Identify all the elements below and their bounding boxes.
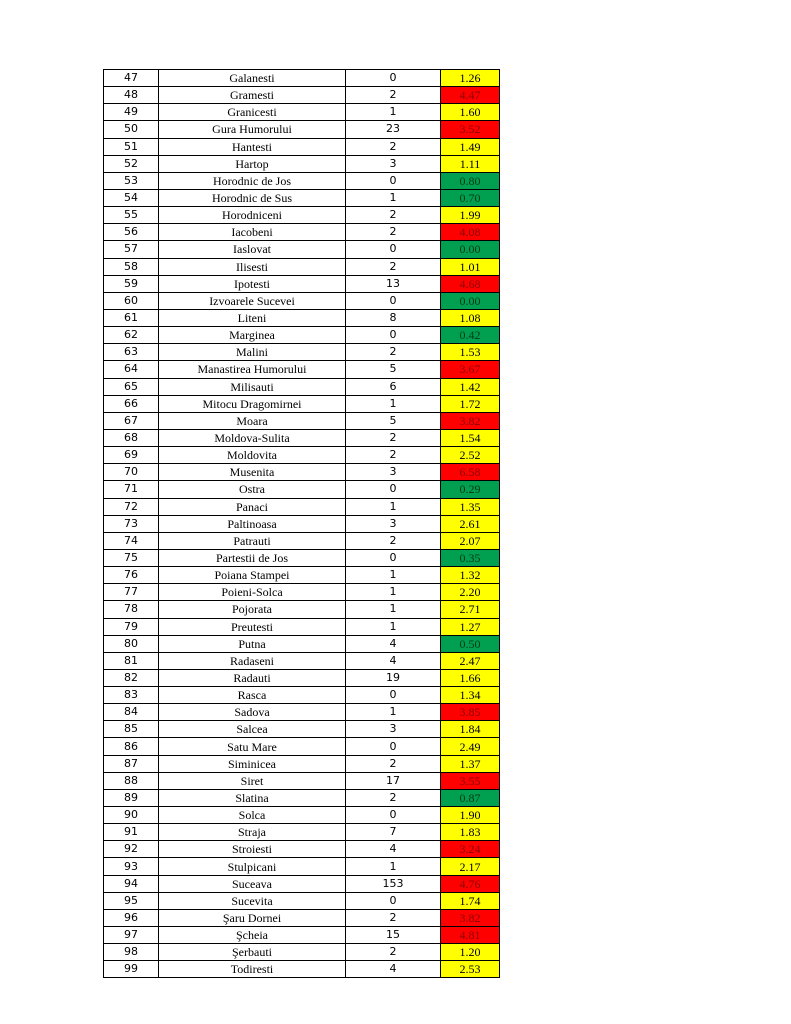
row-number-cell: 72	[104, 498, 159, 515]
locality-name-cell: Sadova	[159, 704, 346, 721]
table-row	[104, 618, 500, 635]
locality-name-cell: Patrauti	[159, 532, 346, 549]
rate-cell: 0.35	[441, 549, 500, 566]
locality-name-cell: Suceava	[159, 875, 346, 892]
locality-name-cell: Sucevita	[159, 892, 346, 909]
table-row	[104, 138, 500, 155]
table-row	[104, 635, 500, 652]
table-row	[104, 704, 500, 721]
case-count-cell: 3	[346, 155, 441, 172]
row-number-cell: 55	[104, 207, 159, 224]
row-number-cell: 59	[104, 275, 159, 292]
locality-name-cell: Siret	[159, 772, 346, 789]
row-number-cell: 48	[104, 87, 159, 104]
case-count-cell: 1	[346, 584, 441, 601]
rate-cell: 3.55	[441, 772, 500, 789]
row-number-cell: 86	[104, 738, 159, 755]
row-number-cell: 81	[104, 652, 159, 669]
case-count-cell: 0	[346, 241, 441, 258]
locality-name-cell: Radauti	[159, 669, 346, 686]
table-row	[104, 344, 500, 361]
locality-name-cell: Salcea	[159, 721, 346, 738]
row-number-cell: 68	[104, 429, 159, 446]
row-number-cell: 49	[104, 104, 159, 121]
table-row	[104, 464, 500, 481]
locality-name-cell: Horodnic de Jos	[159, 172, 346, 189]
rate-cell: 0.00	[441, 292, 500, 309]
case-count-cell: 2	[346, 447, 441, 464]
rate-cell: 2.53	[441, 961, 500, 978]
locality-name-cell: Todiresti	[159, 961, 346, 978]
rate-cell: 1.53	[441, 344, 500, 361]
table-row	[104, 241, 500, 258]
case-count-cell: 2	[346, 909, 441, 926]
locality-name-cell: Galanesti	[159, 70, 346, 87]
row-number-cell: 52	[104, 155, 159, 172]
locality-name-cell: Putna	[159, 635, 346, 652]
case-count-cell: 1	[346, 498, 441, 515]
case-count-cell: 0	[346, 687, 441, 704]
rate-cell: 1.49	[441, 138, 500, 155]
rate-cell: 1.74	[441, 892, 500, 909]
row-number-cell: 77	[104, 584, 159, 601]
rate-cell: 1.72	[441, 395, 500, 412]
rate-cell: 4.47	[441, 87, 500, 104]
rate-cell: 2.71	[441, 601, 500, 618]
row-number-cell: 91	[104, 824, 159, 841]
table-row	[104, 858, 500, 875]
row-number-cell: 88	[104, 772, 159, 789]
locality-name-cell: Stroiesti	[159, 841, 346, 858]
rate-cell: 4.81	[441, 927, 500, 944]
row-number-cell: 65	[104, 378, 159, 395]
locality-name-cell: Moldova-Sulita	[159, 429, 346, 446]
row-number-cell: 80	[104, 635, 159, 652]
table-row	[104, 87, 500, 104]
row-number-cell: 51	[104, 138, 159, 155]
rate-cell: 4.08	[441, 224, 500, 241]
case-count-cell: 0	[346, 292, 441, 309]
row-number-cell: 79	[104, 618, 159, 635]
row-number-cell: 67	[104, 412, 159, 429]
case-count-cell: 0	[346, 327, 441, 344]
table-row	[104, 807, 500, 824]
case-count-cell: 3	[346, 464, 441, 481]
locality-name-cell: Rasca	[159, 687, 346, 704]
table-row	[104, 567, 500, 584]
rate-cell: 2.52	[441, 447, 500, 464]
row-number-cell: 70	[104, 464, 159, 481]
rate-cell: 1.66	[441, 669, 500, 686]
row-number-cell: 83	[104, 687, 159, 704]
locality-name-cell: Şerbauti	[159, 944, 346, 961]
table-row	[104, 121, 500, 138]
row-number-cell: 56	[104, 224, 159, 241]
case-count-cell: 2	[346, 344, 441, 361]
case-count-cell: 0	[346, 172, 441, 189]
locality-name-cell: Manastirea Humorului	[159, 361, 346, 378]
table-row	[104, 687, 500, 704]
case-count-cell: 1	[346, 104, 441, 121]
case-count-cell: 4	[346, 841, 441, 858]
locality-name-cell: Siminicea	[159, 755, 346, 772]
row-number-cell: 47	[104, 70, 159, 87]
case-count-cell: 2	[346, 429, 441, 446]
rate-cell: 3.82	[441, 412, 500, 429]
locality-name-cell: Musenita	[159, 464, 346, 481]
table-row	[104, 361, 500, 378]
locality-name-cell: Mitocu Dragomirnei	[159, 395, 346, 412]
table-row	[104, 275, 500, 292]
case-count-cell: 2	[346, 138, 441, 155]
table-row	[104, 789, 500, 806]
row-number-cell: 69	[104, 447, 159, 464]
locality-name-cell: Panaci	[159, 498, 346, 515]
locality-name-cell: Solca	[159, 807, 346, 824]
row-number-cell: 95	[104, 892, 159, 909]
case-count-cell: 0	[346, 549, 441, 566]
case-count-cell: 2	[346, 755, 441, 772]
rate-cell: 1.84	[441, 721, 500, 738]
locality-name-cell: Gramesti	[159, 87, 346, 104]
row-number-cell: 94	[104, 875, 159, 892]
rate-cell: 1.37	[441, 755, 500, 772]
row-number-cell: 60	[104, 292, 159, 309]
table-row	[104, 669, 500, 686]
table-row	[104, 738, 500, 755]
table-row	[104, 327, 500, 344]
case-count-cell: 1	[346, 567, 441, 584]
row-number-cell: 75	[104, 549, 159, 566]
rate-cell: 0.29	[441, 481, 500, 498]
case-count-cell: 0	[346, 738, 441, 755]
case-count-cell: 1	[346, 601, 441, 618]
row-number-cell: 93	[104, 858, 159, 875]
row-number-cell: 97	[104, 927, 159, 944]
row-number-cell: 84	[104, 704, 159, 721]
row-number-cell: 54	[104, 189, 159, 206]
row-number-cell: 53	[104, 172, 159, 189]
case-count-cell: 2	[346, 944, 441, 961]
row-number-cell: 61	[104, 309, 159, 326]
case-count-cell: 1	[346, 704, 441, 721]
row-number-cell: 85	[104, 721, 159, 738]
rate-cell: 1.32	[441, 567, 500, 584]
row-number-cell: 98	[104, 944, 159, 961]
row-number-cell: 76	[104, 567, 159, 584]
case-count-cell: 2	[346, 532, 441, 549]
case-count-cell: 2	[346, 87, 441, 104]
table-row	[104, 395, 500, 412]
table-row	[104, 429, 500, 446]
case-count-cell: 8	[346, 309, 441, 326]
table-row	[104, 498, 500, 515]
table-row	[104, 532, 500, 549]
case-count-cell: 4	[346, 652, 441, 669]
locality-name-cell: Granicesti	[159, 104, 346, 121]
case-count-cell: 1	[346, 858, 441, 875]
table-row	[104, 189, 500, 206]
case-count-cell: 0	[346, 892, 441, 909]
row-number-cell: 66	[104, 395, 159, 412]
table-row	[104, 549, 500, 566]
locality-name-cell: Ipotesti	[159, 275, 346, 292]
case-count-cell: 13	[346, 275, 441, 292]
row-number-cell: 63	[104, 344, 159, 361]
table-row	[104, 104, 500, 121]
table-row	[104, 70, 500, 87]
locality-name-cell: Horodniceni	[159, 207, 346, 224]
locality-name-cell: Iaslovat	[159, 241, 346, 258]
table-row	[104, 652, 500, 669]
rate-cell: 1.08	[441, 309, 500, 326]
table-row	[104, 258, 500, 275]
table-row	[104, 961, 500, 978]
rate-cell: 2.49	[441, 738, 500, 755]
rate-cell: 2.17	[441, 858, 500, 875]
row-number-cell: 73	[104, 515, 159, 532]
case-count-cell: 1	[346, 395, 441, 412]
case-count-cell: 0	[346, 481, 441, 498]
row-number-cell: 90	[104, 807, 159, 824]
locality-name-cell: Slatina	[159, 789, 346, 806]
locality-name-cell: Şaru Dornei	[159, 909, 346, 926]
table-row	[104, 309, 500, 326]
table-row	[104, 824, 500, 841]
case-count-cell: 3	[346, 515, 441, 532]
locality-name-cell: Gura Humorului	[159, 121, 346, 138]
row-number-cell: 92	[104, 841, 159, 858]
locality-name-cell: Radaseni	[159, 652, 346, 669]
rate-cell: 3.24	[441, 841, 500, 858]
rate-cell: 0.42	[441, 327, 500, 344]
case-count-cell: 2	[346, 258, 441, 275]
rate-cell: 1.26	[441, 70, 500, 87]
rate-cell: 6.58	[441, 464, 500, 481]
table-row	[104, 944, 500, 961]
table-row	[104, 155, 500, 172]
rate-cell: 1.54	[441, 429, 500, 446]
locality-name-cell: Ostra	[159, 481, 346, 498]
locality-name-cell: Satu Mare	[159, 738, 346, 755]
rate-cell: 4.76	[441, 875, 500, 892]
table-row	[104, 584, 500, 601]
case-count-cell: 7	[346, 824, 441, 841]
rate-cell: 3.85	[441, 704, 500, 721]
rate-cell: 1.34	[441, 687, 500, 704]
rate-cell: 4.68	[441, 275, 500, 292]
table-row	[104, 892, 500, 909]
rate-cell: 0.70	[441, 189, 500, 206]
case-count-cell: 4	[346, 635, 441, 652]
rate-cell: 3.52	[441, 121, 500, 138]
rate-cell: 2.61	[441, 515, 500, 532]
case-count-cell: 1	[346, 618, 441, 635]
rate-cell: 2.47	[441, 652, 500, 669]
locality-name-cell: Izvoarele Sucevei	[159, 292, 346, 309]
table-row	[104, 447, 500, 464]
table-body	[104, 70, 500, 978]
locality-name-cell: Şcheia	[159, 927, 346, 944]
rate-cell: 0.00	[441, 241, 500, 258]
row-number-cell: 99	[104, 961, 159, 978]
locality-name-cell: Malini	[159, 344, 346, 361]
table-row	[104, 755, 500, 772]
table-row	[104, 481, 500, 498]
rate-cell: 0.80	[441, 172, 500, 189]
rate-cell: 3.82	[441, 909, 500, 926]
table-row	[104, 172, 500, 189]
rate-cell: 3.67	[441, 361, 500, 378]
case-count-cell: 23	[346, 121, 441, 138]
table-row	[104, 601, 500, 618]
row-number-cell: 82	[104, 669, 159, 686]
rate-cell: 2.20	[441, 584, 500, 601]
case-count-cell: 17	[346, 772, 441, 789]
case-count-cell: 2	[346, 224, 441, 241]
rate-cell: 1.83	[441, 824, 500, 841]
rate-cell: 2.07	[441, 532, 500, 549]
row-number-cell: 64	[104, 361, 159, 378]
table-row	[104, 515, 500, 532]
locality-name-cell: Hantesti	[159, 138, 346, 155]
rate-cell: 1.11	[441, 155, 500, 172]
data-table	[103, 69, 500, 978]
case-count-cell: 1	[346, 189, 441, 206]
table-row	[104, 909, 500, 926]
locality-name-cell: Straja	[159, 824, 346, 841]
table-row	[104, 927, 500, 944]
rate-cell: 1.42	[441, 378, 500, 395]
case-count-cell: 153	[346, 875, 441, 892]
rate-cell: 1.90	[441, 807, 500, 824]
locality-name-cell: Preutesti	[159, 618, 346, 635]
locality-name-cell: Poieni-Solca	[159, 584, 346, 601]
rate-cell: 1.99	[441, 207, 500, 224]
locality-name-cell: Milisauti	[159, 378, 346, 395]
table-row	[104, 207, 500, 224]
locality-name-cell: Ilisesti	[159, 258, 346, 275]
rate-cell: 1.35	[441, 498, 500, 515]
locality-name-cell: Marginea	[159, 327, 346, 344]
row-number-cell: 78	[104, 601, 159, 618]
row-number-cell: 89	[104, 789, 159, 806]
row-number-cell: 96	[104, 909, 159, 926]
case-count-cell: 3	[346, 721, 441, 738]
case-count-cell: 0	[346, 70, 441, 87]
table-row	[104, 412, 500, 429]
rate-cell: 1.01	[441, 258, 500, 275]
case-count-cell: 5	[346, 361, 441, 378]
case-count-cell: 5	[346, 412, 441, 429]
table-row	[104, 378, 500, 395]
locality-name-cell: Poiana Stampei	[159, 567, 346, 584]
rate-cell: 0.87	[441, 789, 500, 806]
table-row	[104, 292, 500, 309]
table-row	[104, 224, 500, 241]
locality-name-cell: Paltinoasa	[159, 515, 346, 532]
locality-name-cell: Horodnic de Sus	[159, 189, 346, 206]
locality-name-cell: Iacobeni	[159, 224, 346, 241]
locality-name-cell: Pojorata	[159, 601, 346, 618]
locality-name-cell: Moldovita	[159, 447, 346, 464]
case-count-cell: 4	[346, 961, 441, 978]
table-row	[104, 875, 500, 892]
case-count-cell: 15	[346, 927, 441, 944]
locality-name-cell: Stulpicani	[159, 858, 346, 875]
case-count-cell: 0	[346, 807, 441, 824]
row-number-cell: 62	[104, 327, 159, 344]
table-row	[104, 721, 500, 738]
rate-cell: 1.20	[441, 944, 500, 961]
row-number-cell: 71	[104, 481, 159, 498]
locality-name-cell: Hartop	[159, 155, 346, 172]
table-row	[104, 772, 500, 789]
row-number-cell: 58	[104, 258, 159, 275]
row-number-cell: 87	[104, 755, 159, 772]
table-row	[104, 841, 500, 858]
rate-cell: 0.50	[441, 635, 500, 652]
row-number-cell: 50	[104, 121, 159, 138]
locality-name-cell: Partestii de Jos	[159, 549, 346, 566]
case-count-cell: 6	[346, 378, 441, 395]
locality-name-cell: Moara	[159, 412, 346, 429]
case-count-cell: 2	[346, 789, 441, 806]
row-number-cell: 57	[104, 241, 159, 258]
row-number-cell: 74	[104, 532, 159, 549]
rate-cell: 1.60	[441, 104, 500, 121]
locality-name-cell: Liteni	[159, 309, 346, 326]
case-count-cell: 19	[346, 669, 441, 686]
rate-cell: 1.27	[441, 618, 500, 635]
case-count-cell: 2	[346, 207, 441, 224]
